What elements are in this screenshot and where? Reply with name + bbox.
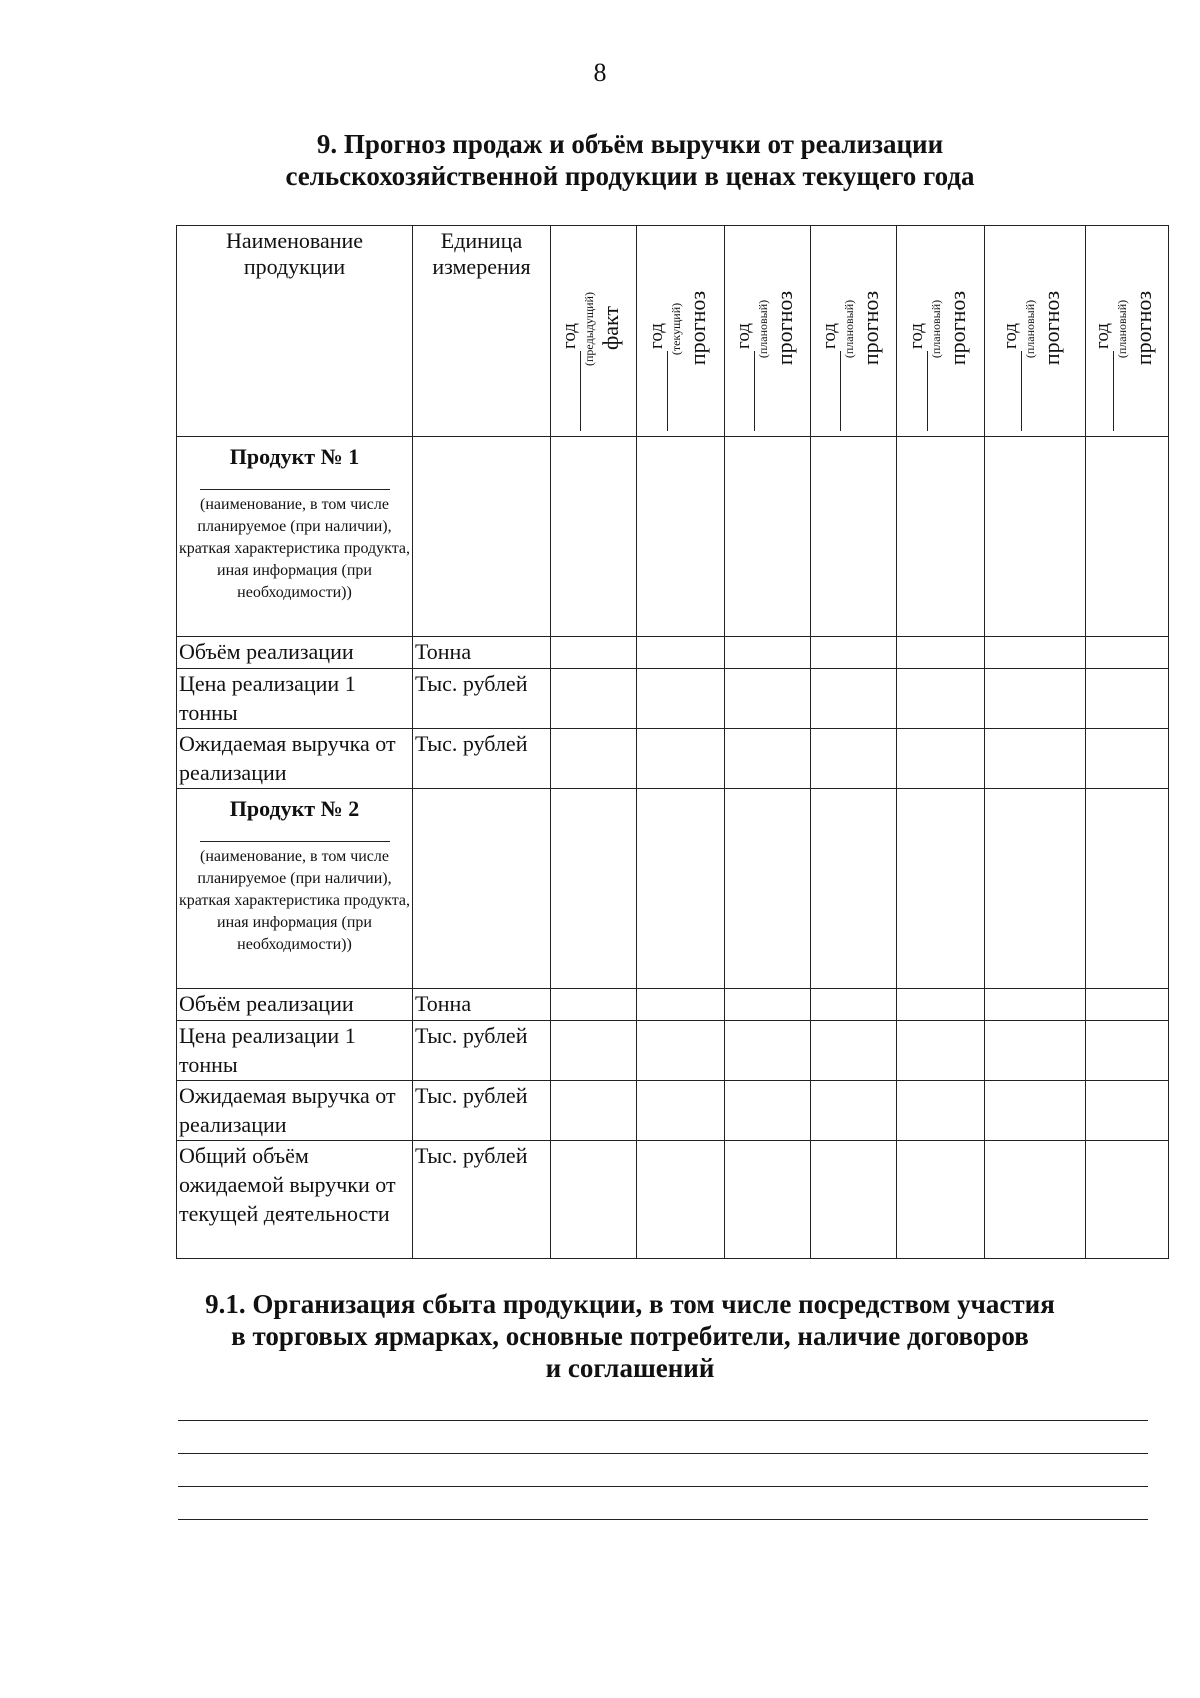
header-year-5 — [897, 226, 985, 437]
table-cell[interactable] — [551, 437, 637, 637]
table-cell[interactable] — [551, 1081, 637, 1141]
year-word: год — [558, 323, 580, 349]
table-cell[interactable] — [1086, 1021, 1169, 1081]
year-word: год — [818, 323, 840, 349]
table-cell[interactable] — [811, 789, 897, 989]
year-type: (плановый) — [1115, 299, 1129, 359]
row-label: Объём реализации — [177, 989, 413, 1021]
year-type: (плановый) — [928, 299, 943, 359]
table-cell[interactable] — [551, 729, 637, 789]
year-type: (предыдущий) — [581, 292, 596, 366]
year-note: прогноз — [771, 290, 797, 366]
row-label: Объём реализации — [177, 637, 413, 669]
section-9-title-line-1: 9. Прогноз продаж и объём выручки от реализации — [316, 129, 944, 159]
row-unit: Тонна — [413, 989, 551, 1021]
year-type: (текущий) — [668, 302, 683, 356]
table-cell[interactable] — [985, 1141, 1086, 1259]
table-cell[interactable] — [1086, 637, 1169, 669]
table-cell[interactable] — [897, 1141, 985, 1259]
total-unit: Тыс. рублей — [413, 1141, 551, 1259]
table-cell[interactable] — [725, 989, 811, 1021]
table-cell[interactable] — [897, 989, 985, 1021]
table-cell[interactable] — [637, 789, 725, 989]
table-cell[interactable] — [637, 1141, 725, 1259]
total-label: Общий объём ожидаемой выручки от текущей деятельности — [177, 1141, 413, 1259]
header-year-3 — [725, 226, 811, 437]
total-row — [177, 1141, 1169, 1259]
table-cell[interactable] — [811, 989, 897, 1021]
table-row — [177, 1081, 1169, 1141]
answer-line[interactable] — [178, 1453, 1148, 1454]
year-note: прогноз — [684, 290, 710, 366]
product-2-description: (наименование, в том числе планируемое (при наличии), краткая характеристика продукта, иная информация (при необходимости)) — [178, 848, 411, 953]
table-cell[interactable] — [811, 1021, 897, 1081]
table-cell[interactable] — [985, 637, 1086, 669]
table-cell[interactable] — [1086, 729, 1169, 789]
year-blank-line — [909, 351, 928, 431]
row-label: Цена реализации 1 тонны — [177, 1021, 413, 1081]
table-cell[interactable] — [897, 1021, 985, 1081]
table-cell[interactable] — [1086, 669, 1169, 729]
table-cell[interactable] — [811, 637, 897, 669]
table-cell[interactable] — [413, 437, 551, 637]
table-cell[interactable] — [1086, 1081, 1169, 1141]
section-9-title — [180, 128, 1080, 192]
row-unit: Тонна — [413, 637, 551, 669]
table-cell[interactable] — [1086, 789, 1169, 989]
year-note: факт — [597, 305, 623, 351]
table-cell[interactable] — [985, 1081, 1086, 1141]
year-word: год — [732, 323, 754, 349]
row-unit: Тыс. рублей — [413, 729, 551, 789]
table-cell[interactable] — [1086, 1141, 1169, 1259]
section-9-1-title-line-3: и соглашений — [545, 1353, 715, 1383]
table-cell[interactable] — [897, 729, 985, 789]
table-cell[interactable] — [725, 1081, 811, 1141]
table-cell[interactable] — [811, 1141, 897, 1259]
row-label: Ожидаемая выручка от реализации — [177, 1081, 413, 1141]
answer-line[interactable] — [178, 1420, 1148, 1421]
year-blank-line — [822, 351, 841, 431]
table-cell[interactable] — [985, 789, 1086, 989]
section-9-1-title — [150, 1288, 1110, 1384]
sales-forecast-table — [176, 225, 1169, 1259]
table-row — [177, 637, 1169, 669]
table-cell[interactable] — [637, 637, 725, 669]
year-note: прогноз — [1131, 290, 1156, 366]
row-label: Ожидаемая выручка от реализации — [177, 729, 413, 789]
header-year-6 — [985, 226, 1086, 437]
product-2-title: Продукт № 2 — [229, 796, 360, 821]
table-cell[interactable] — [551, 989, 637, 1021]
product-2-name-blank — [200, 841, 390, 842]
table-cell[interactable] — [551, 789, 637, 989]
product-2-cell — [177, 789, 413, 989]
table-row — [177, 669, 1169, 729]
header-year-2 — [637, 226, 725, 437]
table-cell[interactable] — [637, 437, 725, 637]
row-unit: Тыс. рублей — [413, 669, 551, 729]
table-cell[interactable] — [985, 1021, 1086, 1081]
product-1-name-blank — [200, 489, 390, 490]
header-unit: Единица измерения — [413, 226, 551, 437]
year-word: год — [1000, 323, 1021, 349]
section-9-1-title-line-2: в торговых ярмарках, основные потребители, наличие договоров — [231, 1321, 1029, 1351]
year-note: прогноз — [944, 290, 970, 366]
year-type: (плановый) — [1023, 299, 1037, 359]
page-number: 8 — [593, 58, 607, 87]
table-header-row — [177, 226, 1169, 437]
table-cell[interactable] — [551, 637, 637, 669]
table-cell[interactable] — [551, 1021, 637, 1081]
year-blank-line — [1003, 351, 1022, 431]
table-cell[interactable] — [637, 989, 725, 1021]
table-cell[interactable] — [551, 1141, 637, 1259]
year-word: год — [645, 323, 667, 349]
table-cell[interactable] — [811, 729, 897, 789]
product-1-description: (наименование, в том числе планируемое (при наличии), краткая характеристика продукта, иная информация (при необходимости)) — [178, 496, 411, 601]
table-cell[interactable] — [725, 729, 811, 789]
year-word: год — [905, 323, 927, 349]
year-blank-line — [649, 351, 668, 431]
table-cell[interactable] — [725, 1141, 811, 1259]
table-cell[interactable] — [811, 669, 897, 729]
section-9-1-title-line-1: 9.1. Организация сбыта продукции, в том числе посредством участия — [205, 1289, 1055, 1319]
header-product-name: Наименование продукции — [177, 226, 413, 437]
product-1-title: Продукт № 1 — [229, 444, 360, 469]
table-cell[interactable] — [985, 437, 1086, 637]
table-cell[interactable] — [637, 1021, 725, 1081]
table-cell[interactable] — [897, 1081, 985, 1141]
year-blank-line — [1095, 351, 1114, 431]
table-cell[interactable] — [897, 437, 985, 637]
table-cell[interactable] — [725, 669, 811, 729]
table-row — [177, 729, 1169, 789]
year-type: (плановый) — [841, 299, 856, 359]
table-cell[interactable] — [985, 729, 1086, 789]
table-cell[interactable] — [811, 437, 897, 637]
table-cell[interactable] — [725, 437, 811, 637]
table-cell[interactable] — [897, 669, 985, 729]
table-cell[interactable] — [413, 789, 551, 989]
table-row — [177, 1021, 1169, 1081]
section-9-title-line-2: сельскохозяйственной продукции в ценах текущего года — [285, 161, 975, 191]
answer-line[interactable] — [178, 1486, 1148, 1487]
header-year-1 — [551, 226, 637, 437]
year-note: прогноз — [1039, 290, 1064, 366]
table-cell[interactable] — [985, 669, 1086, 729]
year-note: прогноз — [857, 290, 883, 366]
product-1-cell — [177, 437, 413, 637]
table-cell[interactable] — [1086, 989, 1169, 1021]
row-unit: Тыс. рублей — [413, 1021, 551, 1081]
table-cell[interactable] — [637, 669, 725, 729]
table-cell[interactable] — [551, 669, 637, 729]
row-label: Цена реализации 1 тонны — [177, 669, 413, 729]
year-blank-line — [736, 351, 755, 431]
table-cell[interactable] — [725, 1021, 811, 1081]
row-unit: Тыс. рублей — [413, 1081, 551, 1141]
table-cell[interactable] — [897, 789, 985, 989]
table-row — [177, 989, 1169, 1021]
table-cell[interactable] — [897, 637, 985, 669]
year-blank-line — [562, 351, 581, 431]
year-word: год — [1092, 323, 1113, 349]
header-year-4 — [811, 226, 897, 437]
table-cell[interactable] — [637, 729, 725, 789]
table-cell[interactable] — [637, 1081, 725, 1141]
table-cell[interactable] — [985, 989, 1086, 1021]
header-year-7 — [1086, 226, 1169, 437]
answer-lines — [178, 1420, 1148, 1552]
table-cell[interactable] — [725, 789, 811, 989]
table-cell[interactable] — [1086, 437, 1169, 637]
year-type: (плановый) — [755, 299, 770, 359]
product-1-row — [177, 437, 1169, 637]
product-2-row — [177, 789, 1169, 989]
table-cell[interactable] — [725, 637, 811, 669]
answer-line[interactable] — [178, 1519, 1148, 1520]
table-cell[interactable] — [811, 1081, 897, 1141]
